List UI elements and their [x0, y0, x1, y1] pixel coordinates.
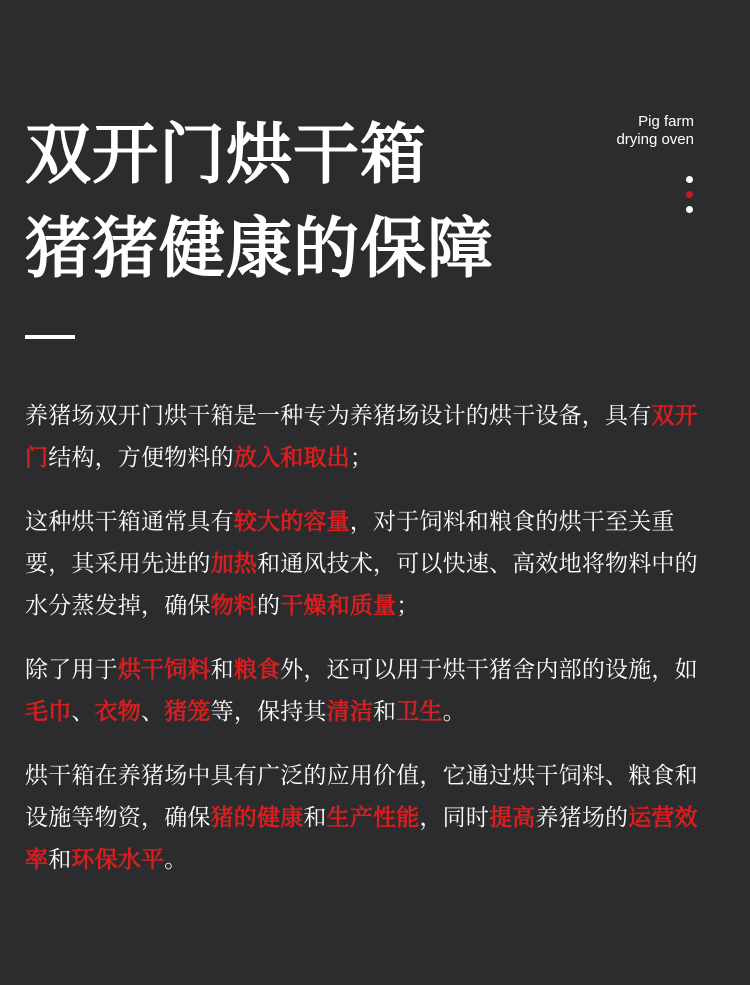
paragraph	[25, 395, 715, 479]
body-text-run: 具有	[605, 403, 652, 429]
highlight-text: 较大的容量	[233, 509, 350, 535]
highlight-text: 物料	[210, 593, 258, 619]
dot-icon	[686, 176, 693, 183]
body-text-run: 和	[303, 805, 327, 831]
body-text-run: ；	[349, 445, 374, 471]
side-label-line-2: drying oven	[616, 131, 694, 148]
highlight-text: 环保水平	[71, 847, 165, 873]
title-line-2: 猪猪健康的保障	[25, 210, 494, 287]
body-text-run: 。	[442, 699, 466, 725]
body-text-run: 和	[373, 699, 397, 725]
paragraph	[25, 501, 715, 627]
body-text-run: 。	[164, 847, 188, 873]
highlight-text: 毛巾	[25, 699, 72, 725]
decorative-dots	[686, 176, 694, 221]
paragraph	[25, 649, 715, 733]
highlight-text: 猪笼	[164, 699, 211, 725]
highlight-text: 卫生	[396, 699, 443, 725]
body-text-run: 养猪场双开门烘干箱是一种专为养猪场设计的烘干设备，	[25, 403, 605, 429]
highlight-text: 衣物	[94, 699, 142, 725]
title-block	[25, 108, 585, 296]
highlight-text: 运营效率	[25, 805, 698, 873]
highlight-text: 粮食	[233, 657, 281, 683]
body-text-run: ，同时	[419, 805, 490, 831]
dot-icon-accent	[686, 191, 693, 198]
body-text-run: 和通风技术，可以快速、高效地将物料中的水分蒸发掉，确保	[25, 551, 698, 619]
highlight-text: 放入和取出	[233, 445, 350, 471]
body-text-run: ；	[396, 593, 420, 619]
side-label-line-1: Pig farm	[638, 113, 694, 130]
highlight-text: 烘干饲料	[117, 657, 211, 683]
body-text-run: 烘干箱在养猪场中具有广泛的应用价值，它通过烘干饲料、粮食和设施等物资，确保	[25, 763, 698, 831]
body-text-run: ，对于饲料和粮食的烘干至关重要，其采用先进的	[25, 509, 675, 577]
body-text-run: 、	[141, 699, 165, 725]
body-text-run: 和	[210, 657, 234, 683]
highlight-text: 生产性能	[326, 805, 420, 831]
body-text-run: 养猪场的	[535, 805, 629, 831]
body-text-run: 、	[71, 699, 95, 725]
highlight-text: 双开门	[25, 403, 698, 471]
dot-icon	[686, 206, 693, 213]
divider	[25, 335, 75, 339]
body-text-run: 等，保持其	[210, 699, 327, 725]
body-text-run: 这种烘干箱通常具有	[25, 509, 234, 535]
body-text-run: 外，还可以用于烘干猪舍内部的设施，如	[280, 657, 698, 683]
highlight-text: 提高	[489, 805, 536, 831]
highlight-text: 干燥和质量	[280, 593, 397, 619]
body-text-run: 的	[257, 593, 281, 619]
body-text-run: 结构，方便物料的	[48, 445, 234, 471]
side-label	[616, 113, 694, 149]
paragraph	[25, 755, 715, 881]
body-text-run: 除了用于	[25, 657, 118, 683]
body-text	[25, 395, 715, 903]
highlight-text: 猪的健康	[210, 805, 304, 831]
highlight-text: 清洁	[326, 699, 374, 725]
title-line-1: 双开门烘干箱	[25, 116, 427, 193]
highlight-text: 加热	[210, 551, 258, 577]
body-text-run: 和	[48, 847, 72, 873]
